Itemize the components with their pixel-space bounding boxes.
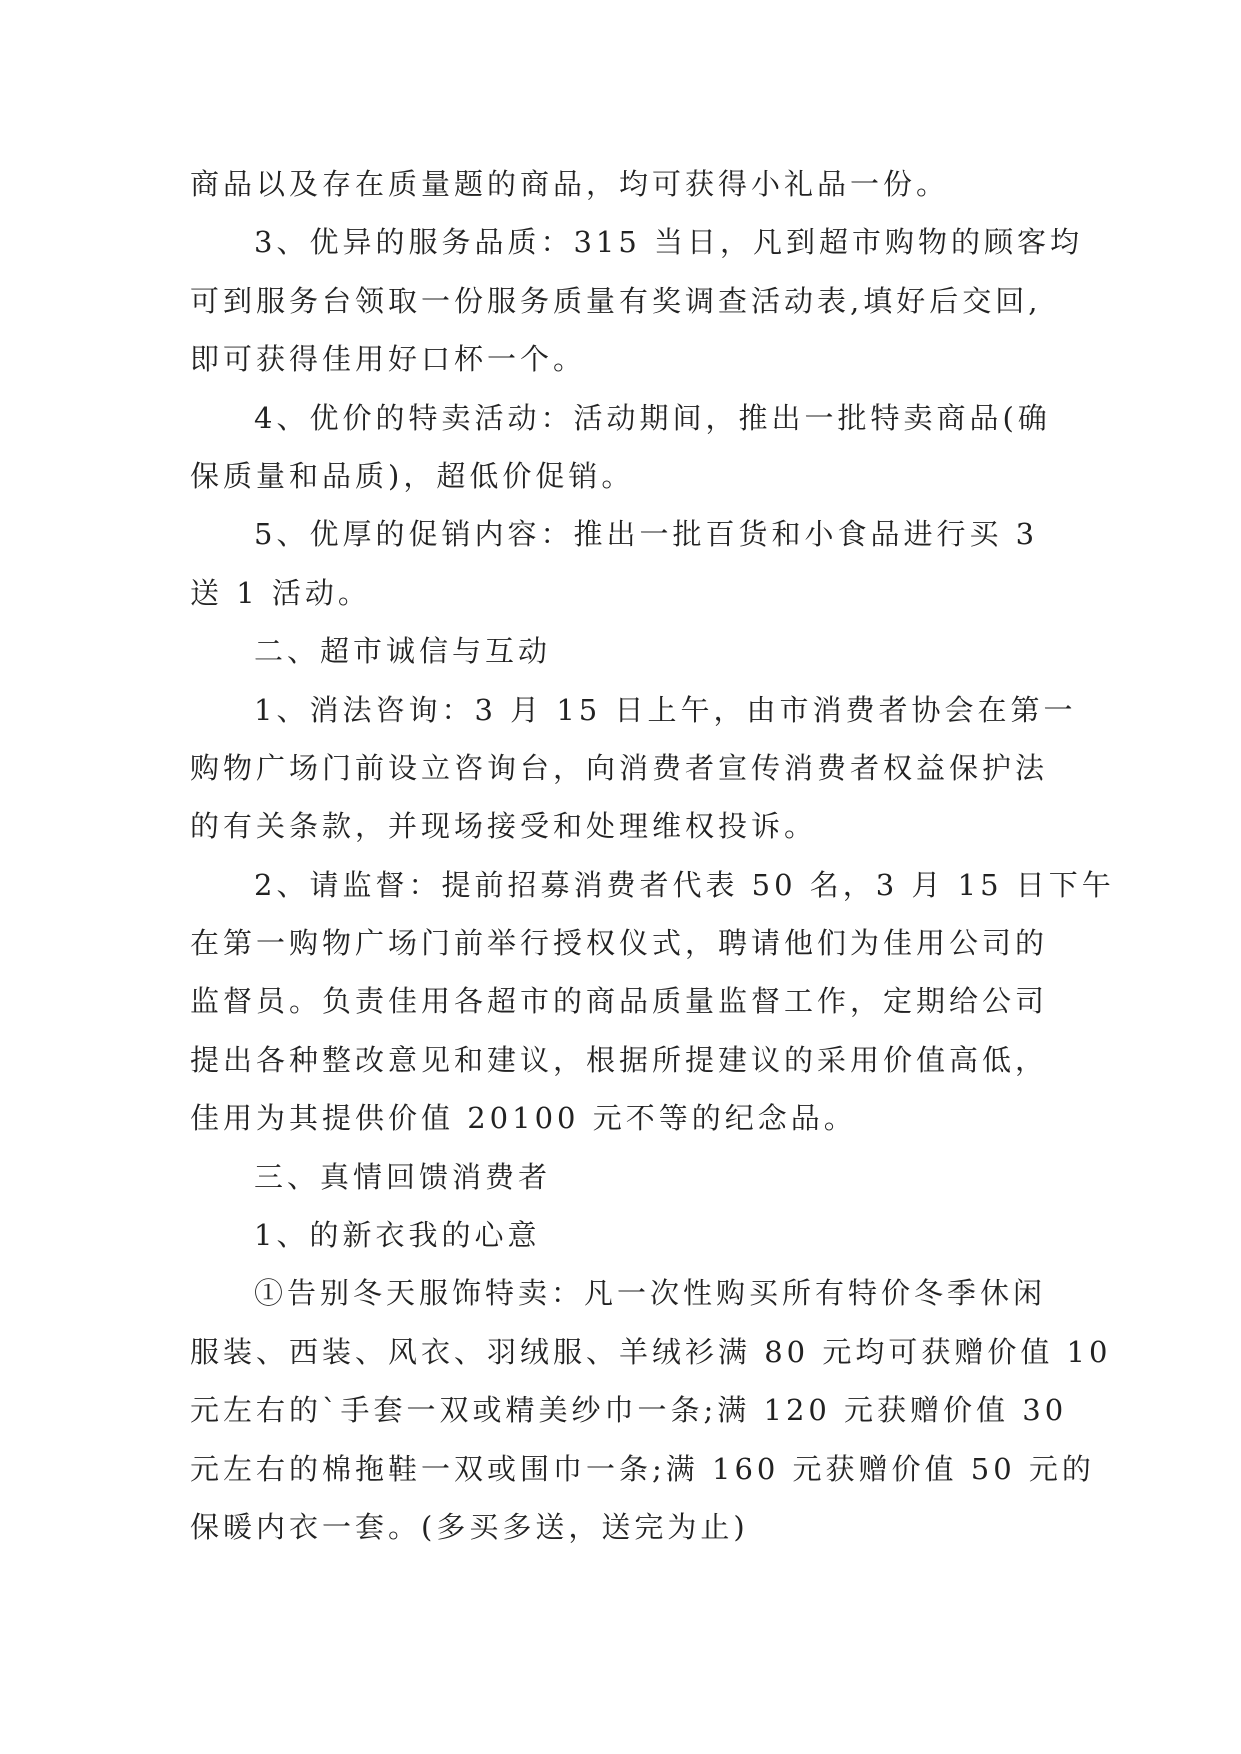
document-body [190,155,1115,1556]
text-line: 提出各种整改意见和建议，根据所提建议的采用价值高低， [190,1042,1049,1077]
text-line: 元左右的`手套一双或精美纱巾一条;满 120 元获赠价值 30 [190,1393,1068,1428]
text-line: 商品以及存在质量题的商品，均可获得小礼品一份。 [190,167,950,201]
text-line: 购物广场门前设立咨询台，向消费者宣传消费者权益保护法 [190,750,1049,785]
text-line: 2、请监督：提前招募消费者代表 50 名，3 月 15 日下午 [254,867,1115,902]
text-line: 送 1 活动。 [190,575,371,610]
text-line: 三、真情回馈消费者 [254,1159,552,1194]
text-line: 二、超市诚信与互动 [254,634,552,669]
text-line: 的有关条款，并现场接受和处理维权投诉。 [190,809,818,844]
text-line: 3、优异的服务品质：315 当日，凡到超市购物的顾客均 [254,225,1084,260]
text-line: 保暖内衣一套。(多买多送，送完为止) [190,1509,749,1544]
text-line: 5、优厚的促销内容：推出一批百货和小食品进行买 3 [254,517,1039,552]
text-line: 1、的新衣我的心意 [254,1218,541,1253]
text-line: 保质量和品质)，超低价促销。 [190,458,635,493]
text-line: 即可获得佳用好口杯一个。 [190,342,587,377]
text-line: ①告别冬天服饰特卖：凡一次性购买所有特价冬季休闲 [254,1276,1047,1311]
text-line: 4、优价的特卖活动：活动期间，推出一批特卖商品(确 [254,400,1051,435]
text-line: 监督员。负责佳用各超市的商品质量监督工作，定期给公司 [190,984,1049,1019]
text-line: 在第一购物广场门前举行授权仪式，聘请他们为佳用公司的 [190,926,1049,961]
text-line: 佳用为其提供价值 20100 元不等的纪念品。 [190,1101,857,1136]
text-line: 1、消法咨询：3 月 15 日上午，由市消费者协会在第一 [254,692,1077,727]
text-line: 可到服务台领取一份服务质量有奖调查活动表,填好后交回, [190,283,1042,318]
text-line: 服装、西装、风衣、羽绒服、羊绒衫满 80 元均可获赠价值 10 [190,1334,1112,1369]
text-line: 元左右的棉拖鞋一双或围巾一条;满 160 元获赠价值 50 元的 [190,1451,1095,1486]
